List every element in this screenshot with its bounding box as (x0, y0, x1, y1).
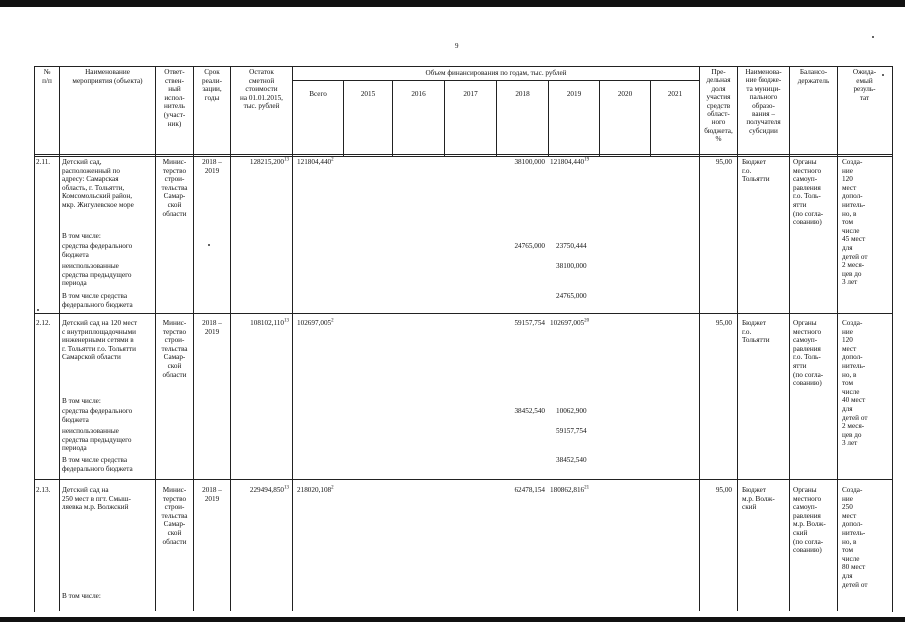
header-year-2016: 2016 (411, 90, 426, 98)
header-year-2021: 2021 (667, 90, 683, 98)
sub-label: неиспользованные средства предыдущего периода (62, 262, 132, 288)
row-separator (34, 313, 892, 314)
column-rule (59, 66, 60, 611)
holder-cell: Органы местного самоуп- равления г.о. Толь- ятти (по согла- сованию) (793, 319, 824, 388)
remainder-cell: 108102,110$^{13}$ (250, 318, 289, 327)
y2018-cell: 38100,000 (514, 158, 545, 166)
executor: Минис- терство строи- тельства Самар- ской области (161, 158, 188, 218)
header-remainder: Остаток сметной стоимости на 01.01.2015, тыс. рублей (240, 68, 283, 111)
sub-label: В том числе средства федерального бюджета (62, 292, 133, 309)
total-cell: 121804,440$^2$ (297, 157, 334, 166)
sub-2018: 38452,540 (514, 407, 545, 415)
row-number: 2.13. (36, 486, 51, 494)
sub-label: средства федерального бюджета (62, 242, 133, 259)
row-number: 2.12. (36, 319, 51, 327)
term: 2018 – 2019 (202, 319, 222, 336)
total-cell: 102697,005$^2$ (297, 318, 334, 327)
header-year-2019: 2019 (566, 90, 582, 98)
share-cell: 95,00 (715, 319, 732, 327)
remainder-cell: 229494,850$^{13}$ (249, 485, 289, 494)
y2018-cell: 59157,754 (514, 319, 545, 327)
result-cell: Созда- ние 120 мест допол- нитель- но, в том числе 45 мест для детей от 2 меся- цев до 3 лет (842, 158, 868, 287)
header-term: Срок реали- зации, годы (202, 68, 222, 102)
header-funding-title: Объем финансирования по годам, тыс. рублей (425, 69, 567, 77)
header-no: № п/п (42, 68, 52, 85)
sub-2018: 24765,000 (514, 242, 545, 250)
scan-speck (208, 244, 210, 246)
sub-2019: 59157,754 (556, 427, 587, 435)
executor: Минис- терство строи- тельства Самар- ской области (161, 319, 188, 379)
recipient-cell: Бюджет м.р. Волж- ский (742, 486, 775, 512)
sub-2019: 10062,900 (556, 407, 587, 415)
share-cell: 95,00 (715, 158, 732, 166)
top-border-bar (0, 0, 905, 7)
sub-label: средства федерального бюджета (62, 407, 133, 424)
result-cell: Созда- ние 120 мест допол- нитель- но, в том числе 40 мест для детей от 2 меся- цев до 3 лет (842, 319, 868, 448)
term: 2018 – 2019 (202, 486, 222, 503)
header-bottom-rule (34, 154, 892, 155)
object-name: Детский сад, расположенный по адресу: Самарская область, г. Тольятти, Комсомольский район, мкр. Жигулевское море (62, 158, 134, 209)
sub-label: В том числе: (62, 592, 101, 600)
recipient-cell: Бюджет г.о. Тольятти (742, 319, 770, 345)
header-year-2017: 2017 (463, 90, 478, 98)
row-separator (34, 479, 892, 480)
scan-speck (882, 74, 884, 76)
header-holder: Балансо- держатель (797, 68, 830, 85)
page-number: 9 (455, 42, 459, 50)
scan-speck (37, 309, 39, 311)
remainder-cell: 128215,200$^{13}$ (249, 157, 289, 166)
sub-2019: 38452,540 (556, 456, 587, 464)
header-recipient: Наименова- ние бюдже- та муници- пального образо- вания – получателя субсидии (745, 68, 782, 135)
y2019-cell: 102697,005$^{20}$ (550, 318, 590, 327)
header-result: Ожида- емый резуль- тат (852, 68, 877, 102)
holder-cell: Органы местного самоуп- равления г.о. Толь- ятти (по согла- сованию) (793, 158, 824, 227)
scan-speck (872, 36, 874, 38)
header-year-2018: 2018 (515, 90, 530, 98)
sub-2019: 24765,000 (556, 292, 587, 300)
header-share: Пре- дельная доля участия средств област- ного бюджета, % (704, 68, 733, 144)
column-rule (789, 66, 790, 611)
header-name: Наименование мероприятия (объекта) (72, 68, 143, 85)
total-cell: 218020,108$^2$ (297, 485, 334, 494)
share-cell: 95,00 (715, 486, 732, 494)
column-rule (737, 66, 738, 611)
term: 2018 – 2019 (202, 158, 222, 175)
column-rule (230, 66, 231, 611)
recipient-cell: Бюджет г.о. Тольятти (742, 158, 770, 184)
holder-cell: Органы местного самоуп- равления м.р. Волж- ский (по согла- сованию) (793, 486, 826, 555)
column-rule (292, 66, 293, 611)
header-year-2015: 2015 (360, 90, 376, 98)
header-executor: Ответ- ствен- ный испол- нитель (участ- ник) (163, 68, 186, 128)
column-rule (837, 66, 838, 611)
sub-2019: 23750,444 (556, 242, 587, 250)
column-rule (193, 66, 194, 611)
sub-2019: 38100,000 (556, 262, 587, 270)
bottom-border-bar (0, 617, 905, 622)
sub-label: В том числе: (62, 397, 101, 405)
executor: Минис- терство строи- тельства Самар- ской области (161, 486, 188, 546)
y2019-cell: 121804,440$^{19}$ (550, 157, 590, 166)
column-rule (699, 66, 700, 611)
object-name: Детский сад на 250 мест в пгт. Смыш- ляевка м.р. Волжский (62, 486, 131, 512)
sub-label: В том числе средства федерального бюджета (62, 456, 133, 473)
header-bottom-rule-2 (34, 156, 892, 157)
y2018-cell: 62478,154 (514, 486, 545, 494)
header-total: Всего (309, 90, 327, 98)
result-cell: Созда- ние 250 мест допол- нитель- но, в том числе 80 мест для детей от (842, 486, 868, 589)
sub-label: В том числе: (62, 232, 101, 240)
sub-label: неиспользованные средства предыдущего периода (62, 427, 132, 453)
header-year-2020: 2020 (617, 90, 633, 98)
object-name: Детский сад на 120 мест с внутриплощадочными инженерными сетями в г. Тольятти г.о. Тольятти Самарской области (62, 319, 138, 362)
row-number: 2.11. (36, 158, 51, 166)
y2019-cell: 180862,816$^{21}$ (550, 485, 590, 494)
